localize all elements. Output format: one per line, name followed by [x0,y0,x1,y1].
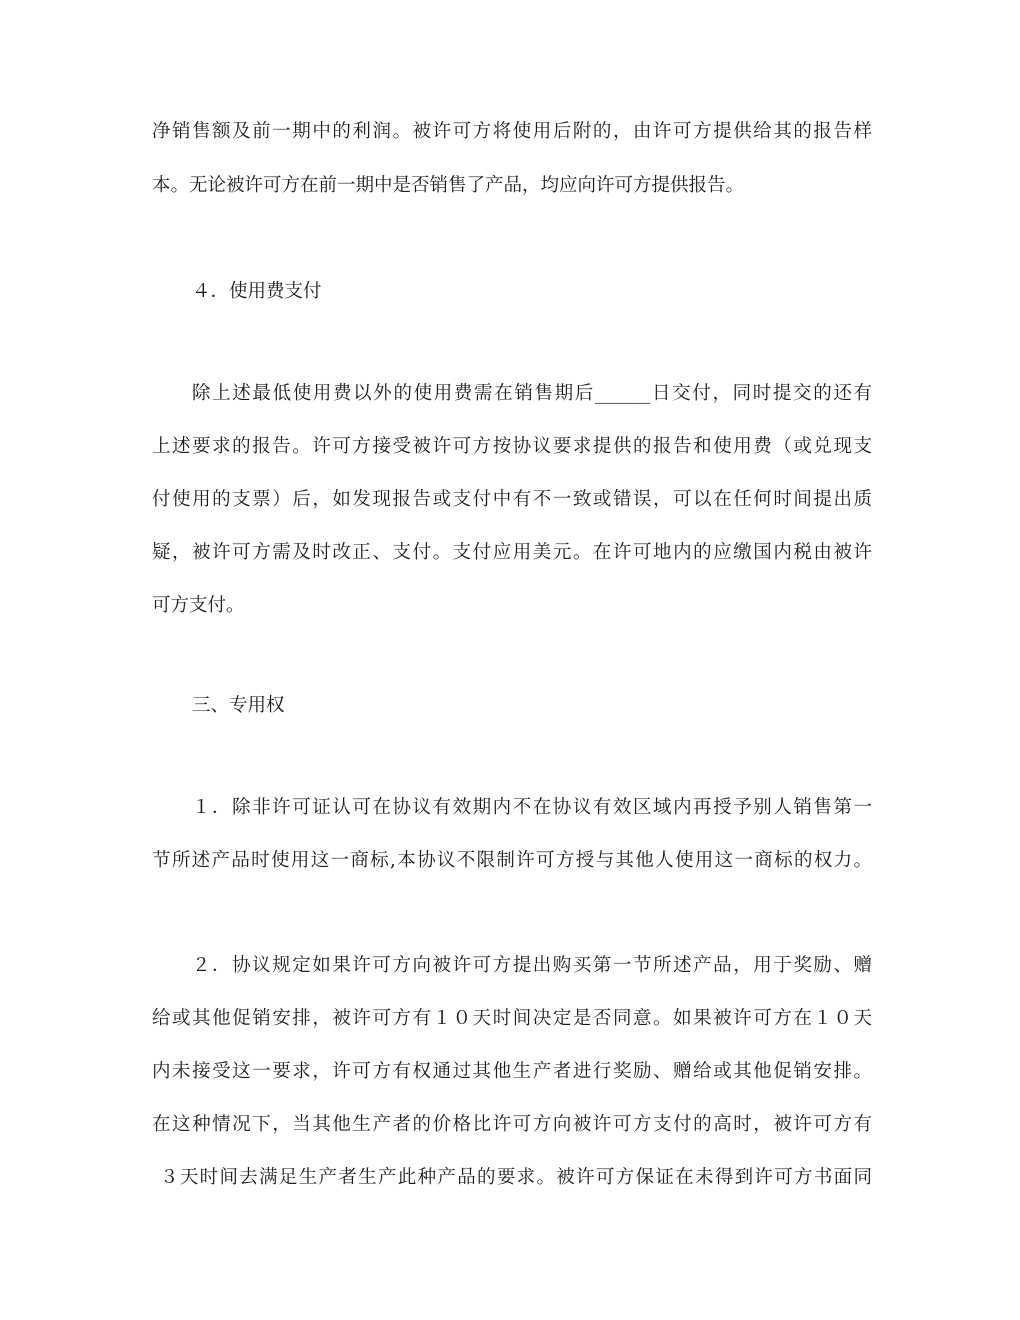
section-heading-exclusive-rights: 三、专用权 [192,695,285,716]
clause-1-line-2: 节所述产品时使用这一商标,本协议不限制许可方授与其他人使用这一商标的权力。 [152,850,872,871]
paragraph-1-line-1: 净销售额及前一期中的利润。被许可方将使用后附的，由许可方提供给其的报告样 [152,121,872,142]
paragraph-2-line-2: 上述要求的报告。许可方接受被许可方按协议要求提供的报告和使用费（或兑现支 [152,436,872,457]
paragraph-2-line-5: 可方支付。 [152,595,245,616]
paragraph-1-line-2: 本。无论被许可方在前一期中是否销售了产品，均应向许可方提供报告。 [152,175,745,196]
paragraph-2-line-1: 除上述最低使用费以外的使用费需在销售期后______日交付，同时提交的还有 [192,383,872,404]
clause-2-line-3: 内未接受这一要求，许可方有权通过其他生产者进行奖励、赠给或其他促销安排。 [152,1061,872,1082]
heading-royalty-payment: ４．使用费支付 [192,281,322,302]
paragraph-2-line-4: 疑，被许可方需及时改正、支付。支付应用美元。在许可地内的应缴国内税由被许 [152,542,872,563]
clause-2-line-1: ２．协议规定如果许可方向被许可方提出购买第一节所述产品，用于奖励、赠 [192,955,872,976]
clause-2-line-2: 给或其他促销安排，被许可方有１０天时间决定是否同意。如果被许可方在１０天 [152,1008,872,1029]
clause-2-line-5: ３天时间去满足生产者生产此种产品的要求。被许可方保证在未得到许可方书面同 [160,1167,872,1188]
paragraph-2-line-3: 付使用的支票）后，如发现报告或支付中有不一致或错误，可以在任何时间提出质 [152,489,872,510]
clause-1-line-1: １．除非许可证认可在协议有效期内不在协议有效区域内再授予别人销售第一 [192,797,872,818]
clause-2-line-4: 在这种情况下，当其他生产者的价格比许可方向被许可方支付的高时，被许可方有 [152,1114,872,1135]
